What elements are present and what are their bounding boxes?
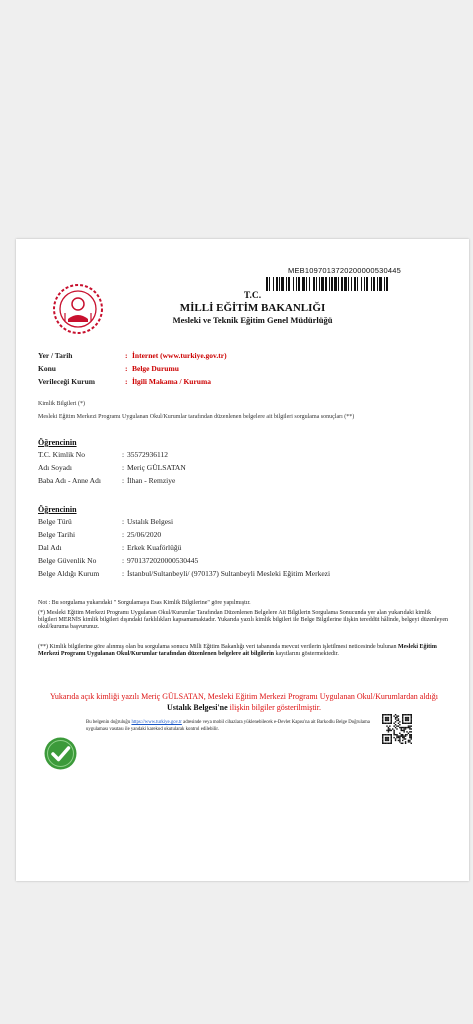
verification-link[interactable]: https://www.turkiye.gov.tr <box>131 720 182 725</box>
row-value: Erkek Kuaförlüğü <box>127 543 182 552</box>
meta-row-recipient <box>38 377 438 388</box>
certificate-row <box>38 543 438 554</box>
statement <box>38 691 450 713</box>
row-value: İlhan - Remziye <box>127 476 176 485</box>
row-value: 9701372020000530445 <box>127 556 199 565</box>
meta-sep: : <box>125 351 128 360</box>
statement-part1: Yukarıda açık kimliği yazılı Meriç GÜLSATAN, Mesleki Eğitim Merkezi Programı Uygulanan Okul/Kurumlardan aldığı <box>50 692 438 701</box>
meta-value: İlgili Makama / Kuruma <box>132 377 211 386</box>
intro-text: Mesleki Eğitim Merkezi Programı Uygulanan Okul/Kurumlar tarafından düzenlenen belgelere ait bilgileri sorgulama sonuçları (**) <box>38 414 355 420</box>
header-ministry: MİLLİ EĞİTİM BAKANLIĞI <box>179 302 326 314</box>
note-two-bold: Mesleki Eğitim Merkezi Programı Uygulanan Okul/Kurumlar tarafından düzenlenen belgelere ait bilgilerin <box>38 644 437 658</box>
row-sep: : <box>122 450 125 459</box>
row-value: 25/06/2020 <box>127 530 162 539</box>
serial-number: MEB1097013720200000530445 <box>288 266 402 275</box>
row-sep: : <box>122 569 125 578</box>
meta-value: Belge Durumu <box>132 364 179 373</box>
meta-value: İnternet (www.turkiye.gov.tr) <box>132 351 227 360</box>
header-directorate: Mesleki ve Teknik Eğitim Genel Müdürlüğü <box>172 315 333 325</box>
row-sep: : <box>122 463 125 472</box>
row-value: Meriç GÜLSATAN <box>127 463 186 472</box>
verification-part1: Bu belgenin doğruluğu <box>86 720 132 725</box>
row-label: Belge Türü <box>38 517 72 526</box>
row-label: Belge Güvenlik No <box>38 556 97 565</box>
meta-label: Verileceği Kurum <box>38 377 96 386</box>
row-label: T.C. Kimlik No <box>38 450 85 459</box>
student-row <box>38 450 438 461</box>
barcode-icon <box>266 277 422 291</box>
meta-row-location <box>38 351 438 362</box>
certificate-section-title: Öğrencinin <box>38 505 77 514</box>
meta-label: Konu <box>38 364 56 373</box>
note-two <box>38 644 450 658</box>
row-label: Dal Adı <box>38 543 62 552</box>
verification-text <box>86 720 386 733</box>
verification-part2: adresinde veya mobil cihazlara yüklenebilecek e-Devlet Kapısı'na ait Barkodlu Belge Doğrulama uygulaması vasıtası ile yandaki karekod okutularak kontrol edilebilir. <box>86 720 370 732</box>
meta-label: Yer / Tarih <box>38 351 73 360</box>
row-sep: : <box>122 517 125 526</box>
certificate-row <box>38 530 438 541</box>
student-row <box>38 476 438 487</box>
check-circle-icon <box>44 737 77 770</box>
row-label: Belge Aldığı Kurum <box>38 569 100 578</box>
row-sep: : <box>122 543 125 552</box>
statement-part2: ilişkin bilgiler gösterilmiştir. <box>227 703 321 712</box>
row-label: Adı Soyadı <box>38 463 72 472</box>
row-label: Baba Adı - Anne Adı <box>38 476 101 485</box>
meta-sep: : <box>125 364 128 373</box>
row-sep: : <box>122 476 125 485</box>
meta-row-subject <box>38 364 438 375</box>
note-two-end: kayıtlarını göstermektedir. <box>274 651 339 658</box>
note-heading: Not : Bu sorgulama yukarıdaki " Sorgulamaya Esas Kimlik Bilgilerine" göre yapılmıştır. <box>38 600 251 606</box>
certificate-row <box>38 569 458 580</box>
student-section-title: Öğrencinin <box>38 438 77 447</box>
student-row <box>38 463 438 474</box>
header-tc: T.C. <box>243 291 262 301</box>
note-one: (*) Mesleki Eğitim Merkezi Programı Uygulanan Okul/Kurumlar Tarafından Düzenlenen Belgelere Ait Bilgilerin Sorgulama Sonucunda yer alan yukarıdaki kimlik bilgileri MERNİS kimlik bilgileri dışındaki farklılıkları kapsamamaktadır. Yukarıda yazılı kimlik bilgileri ile Belge Bilgilerine ilişkin tereddüt hâlinde, belgeyi düzenleyen okul/kuruma başvurunuz. <box>38 610 449 631</box>
row-sep: : <box>122 530 125 539</box>
statement-bold: Ustalık Belgesi'ne <box>166 703 228 712</box>
certificate-row <box>38 556 438 567</box>
qr-code-icon <box>382 714 412 744</box>
row-value: 35572936112 <box>127 450 168 459</box>
meta-sep: : <box>125 377 128 386</box>
row-value: İstanbul/Sultanbeyli/ (970137) Sultanbeyli Mesleki Eğitim Merkezi <box>127 569 331 578</box>
note-two-start: (**) Kimlik bilgilerine göre alınmış olan bu sorgulama sonucu Milli Eğitim Bakanlığı veri tabanında mevcut verilerin işletilmesi neticesinde bulunan <box>38 644 398 650</box>
row-label: Belge Tarihi <box>38 530 76 539</box>
certificate-row <box>38 517 438 528</box>
row-sep: : <box>122 556 125 565</box>
document-page <box>16 239 469 881</box>
identity-info-label: Kimlik Bilgileri (*) <box>38 401 85 407</box>
row-value: Ustalık Belgesi <box>127 517 174 526</box>
